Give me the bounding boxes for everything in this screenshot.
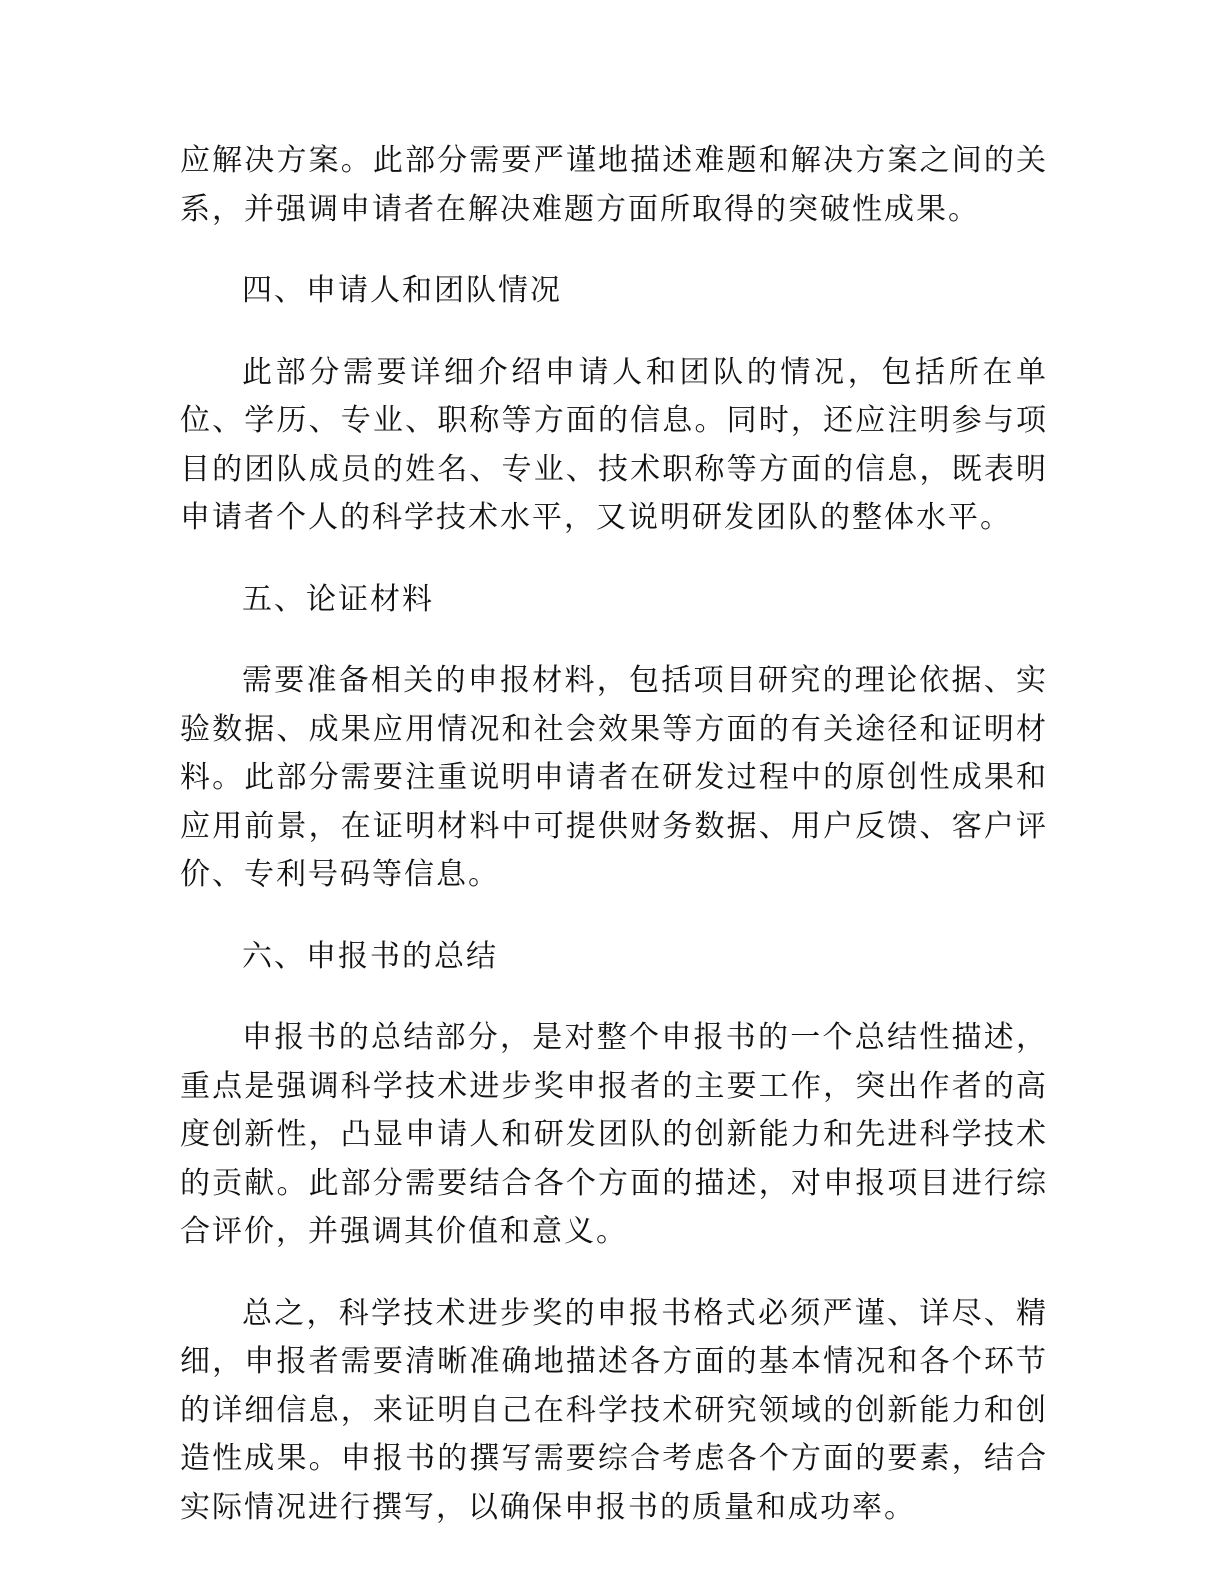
paragraph-supporting-materials: 需要准备相关的申报材料，包括项目研究的理论依据、实验数据、成果应用情况和社会效果等方面的有关途径和证明材料。此部分需要注重说明申请者在研发过程中的原创性成果和应用前景，在证明材料中可提供财务数据、用户反馈、客户评价、专利号码等信息。 — [180, 663, 1048, 892]
paragraph-continuation: 应解决方案。此部分需要严谨地描述难题和解决方案之间的关系，并强调申请者在解决难题方面所取得的突破性成果。 — [180, 143, 1048, 227]
section-heading-summary: 六、申报书的总结 — [242, 938, 498, 974]
section-heading-supporting-materials: 五、论证材料 — [242, 581, 434, 617]
paragraph-summary: 申报书的总结部分，是对整个申报书的一个总结性描述，重点是强调科学技术进步奖申报者的主要工作，突出作者的高度创新性，凸显申请人和研发团队的创新能力和先进科学技术的贡献。此部分需要结合各个方面的描述，对申报项目进行综合评价，并强调其价值和意义。 — [180, 1020, 1048, 1249]
section-heading-applicant-team: 四、申请人和团队情况 — [242, 273, 562, 308]
paragraph-applicant-team: 此部分需要详细介绍申请人和团队的情况，包括所在单位、学历、专业、职称等方面的信息。同时，还应注明参与项目的团队成员的姓名、专业、技术职称等方面的信息，既表明申请者个人的科学技术水平，又说明研发团队的整体水平。 — [180, 354, 1048, 535]
document-page — [180, 137, 1048, 1532]
paragraph-conclusion: 总之，科学技术进步奖的申报书格式必须严谨、详尽、精细，申报者需要清晰准确地描述各方面的基本情况和各个环节的详细信息，来证明自己在科学技术研究领域的创新能力和创造性成果。申报书的撰写需要综合考虑各个方面的要素，结合实际情况进行撰写，以确保申报书的质量和成功率。 — [180, 1295, 1048, 1525]
